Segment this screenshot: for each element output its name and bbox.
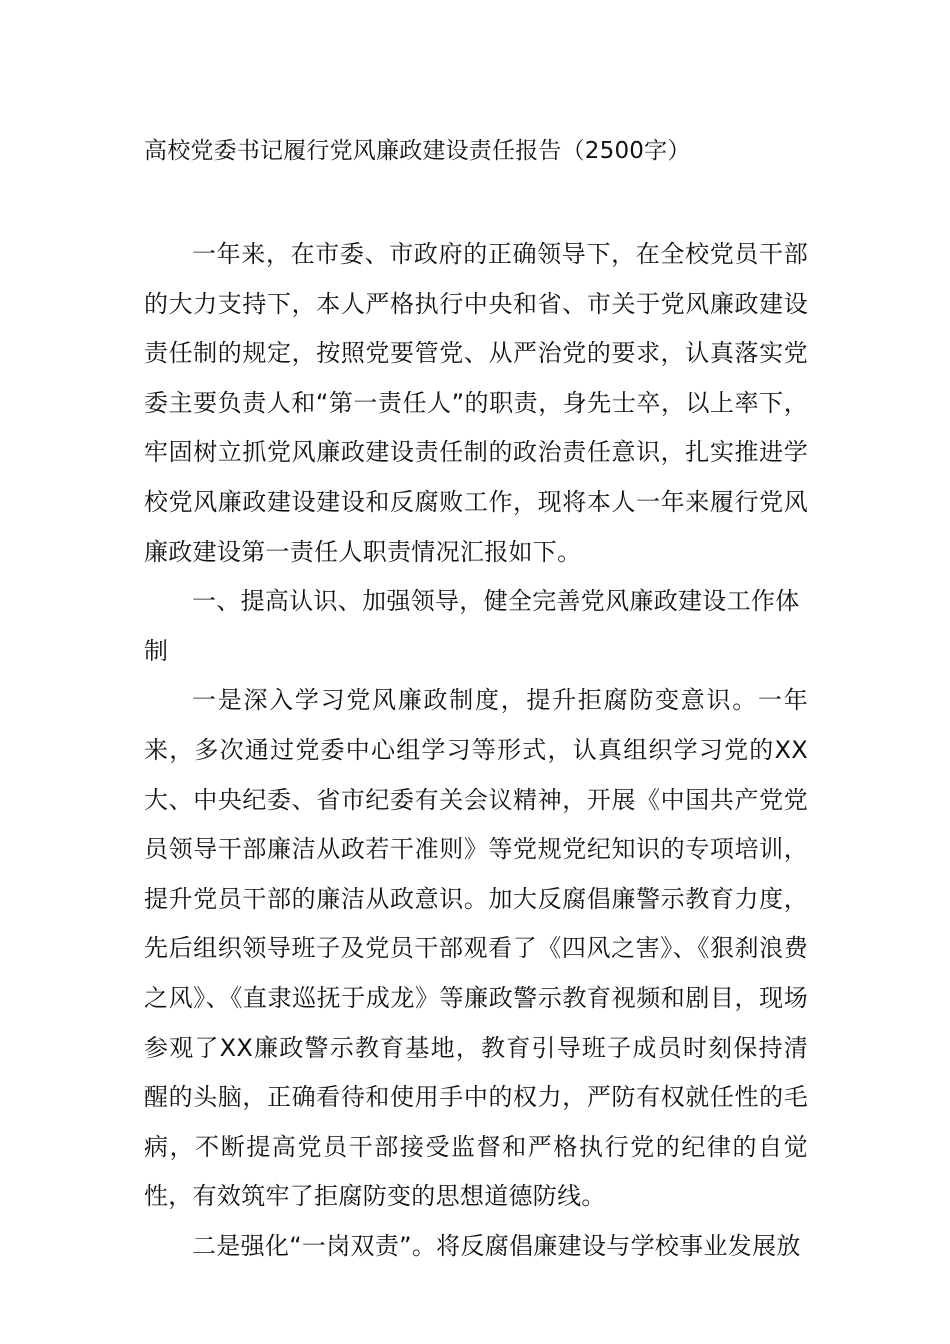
- body-paragraph: 一是深入学习党风廉政制度，提升拒腐防变意识。一年来，多次通过党委中心组学习等形式，认真组织学习党的XX大、中央纪委、省市纪委有关会议精神，开展《中国共产党党员领导干部廉洁从政若干准则》等党规党纪知识的专项培训，提升党员干部的廉洁从政意识。加大反腐倡廉警示教育力度，先后组织领导班子及党员干部观看了《四风之害》、《狠刹浪费之风》、《直隶巡抚于成龙》等廉政警示教育视频和剧目，现场参观了XX廉政警示教育基地，教育引导班子成员时刻保持清醒的头脑，正确看待和使用手中的权力，严防有权就任性的毛病，不断提高党员干部接受监督和严格执行党的纪律的自觉性，有效筑牢了拒腐防变的思想道德防线。: [144, 686, 808, 1211]
- section-heading: 一、提高认识、加强领导，健全完善党风廉政建设工作体制: [144, 587, 800, 665]
- body-paragraph: 二是强化“一岗双责”。将反腐倡廉建设与学校事业发展放: [192, 1231, 801, 1260]
- document-body: [144, 230, 808, 1271]
- document-title: 高校党委书记履行党风廉政建设责任报告（2500字）: [144, 138, 691, 164]
- intro-paragraph: 一年来，在市委、市政府的正确领导下，在全校党员干部的大力支持下，本人严格执行中央和省、市关于党风廉政建设责任制的规定，按照党要管党、从严治党的要求，认真落实党委主要负责人和“第一责任人”的职责，身先士卒，以上率下，牢固树立抓党风廉政建设责任制的政治责任意识，扎实推进学校党风廉政建设建设和反腐败工作，现将本人一年来履行党风廉政建设第一责任人职责情况汇报如下。: [144, 240, 808, 566]
